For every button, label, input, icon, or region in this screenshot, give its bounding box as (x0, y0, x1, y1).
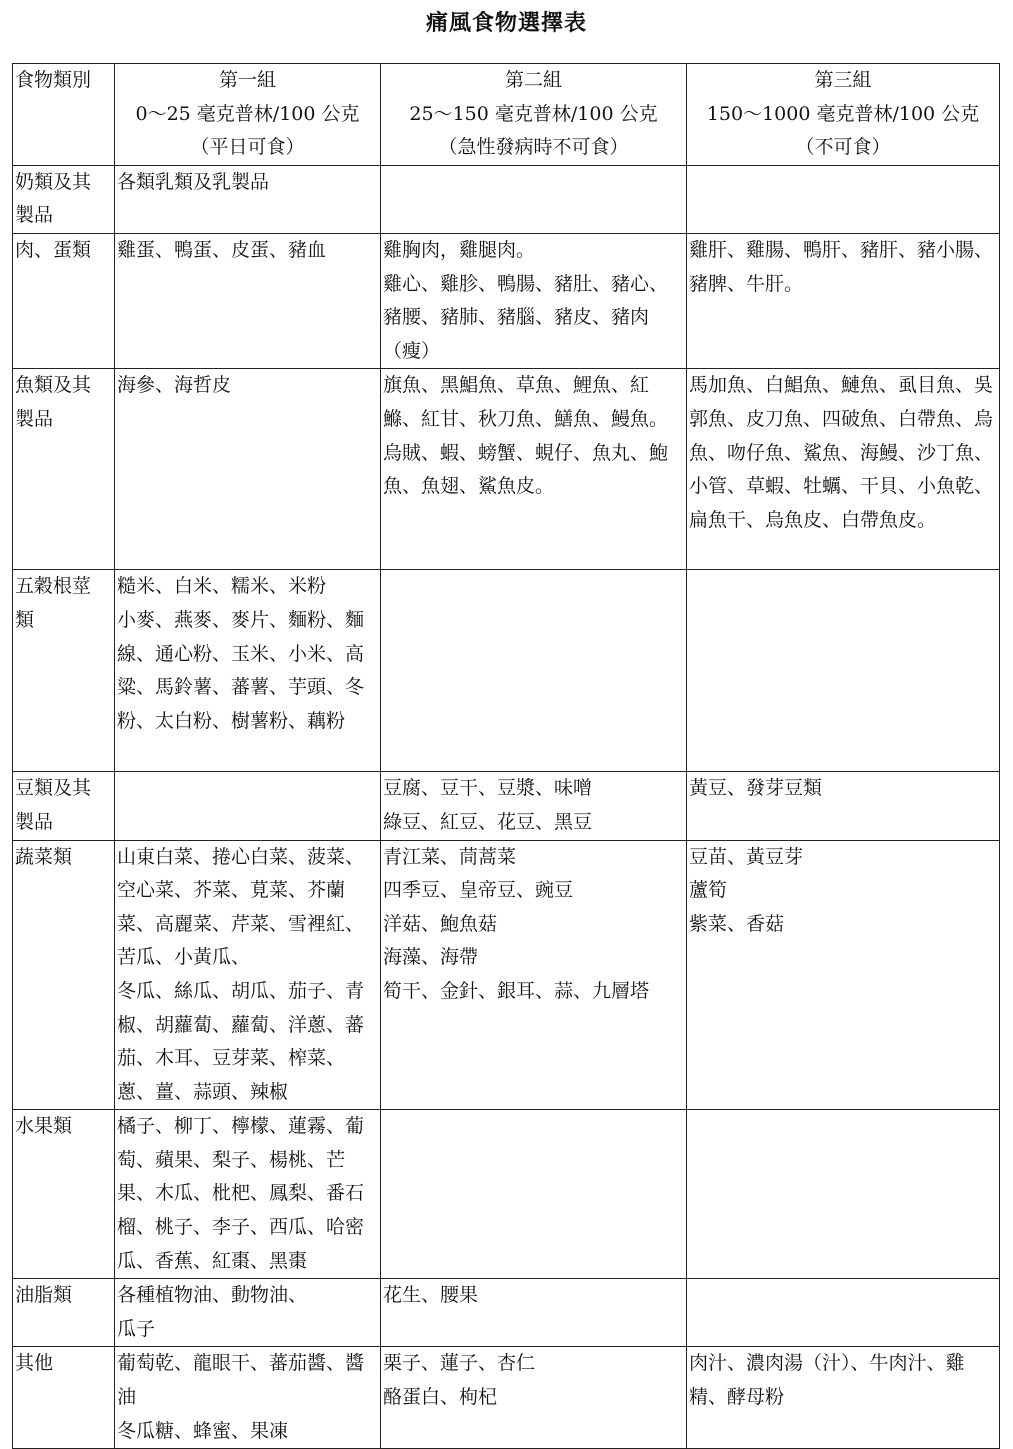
row-category: 豆類及其 製品 (13, 772, 115, 840)
group-3-cell (687, 165, 1000, 233)
table-row (13, 1110, 1000, 1279)
group-3-cell: 肉汁、濃肉湯（汁）、牛肉汁、雞精、酵母粉 (687, 1347, 1000, 1449)
row-category: 五穀根莖 類 (13, 570, 115, 772)
group-3-name: 第三組 (814, 69, 872, 91)
group-1-cell: 橘子、柳丁、檸檬、蓮霧、葡萄、蘋果、梨子、楊桃、芒果、木瓜、枇杷、鳳梨、番石榴、桃子、李子、西瓜、哈密瓜、香蕉、紅棗、黑棗 (115, 1110, 381, 1279)
group-3-cell (687, 570, 1000, 772)
group-3-note: （不可食） (795, 136, 891, 159)
group-3-range: 150～1000 毫克普林/100 公克 (706, 102, 980, 125)
group-3-cell: 雞肝、雞腸、鴨肝、豬肝、豬小腸、豬脾、牛肝。 (687, 233, 1000, 368)
table-row (13, 1347, 1000, 1449)
row-category: 奶類及其 製品 (13, 165, 115, 233)
group-2-range: 25～150 毫克普林/100 公克 (409, 102, 658, 125)
table-row (13, 772, 1000, 840)
table-row (13, 570, 1000, 772)
group-1-cell: 各種植物油、動物油、 瓜子 (115, 1279, 381, 1347)
header-row (13, 64, 1000, 166)
group-1-cell: 糙米、白米、糯米、米粉 小麥、燕麥、麥片、麵粉、麵線、通心粉、玉米、小米、高粱、馬鈴薯、蕃薯、芋頭、冬粉、太白粉、樹薯粉、藕粉 (115, 570, 381, 772)
group-1-cell: 海參、海哲皮 (115, 369, 381, 570)
group-1-cell (115, 772, 381, 840)
group-1-note: （平日可食） (190, 136, 305, 159)
table-row (13, 369, 1000, 570)
header-group-2 (381, 64, 687, 166)
group-2-cell: 栗子、蓮子、杏仁 酪蛋白、枸杞 (381, 1347, 687, 1449)
group-2-cell: 雞胸肉，雞腿肉。 雞心、雞胗、鴨腸、豬肚、豬心、豬腰、豬肺、豬腦、豬皮、豬肉（瘦） (381, 233, 687, 368)
group-2-cell: 旗魚、黑鯧魚、草魚、鯉魚、紅鰷、紅甘、秋刀魚、鱔魚、鰻魚。烏賊、蝦、螃蟹、蜆仔、魚丸、鮑魚、魚翅、鯊魚皮。 (381, 369, 687, 570)
header-group-3 (687, 64, 1000, 166)
group-1-name: 第一組 (218, 69, 276, 91)
group-1-cell: 葡萄乾、龍眼干、蕃茄醬、醬油 冬瓜糖、蜂蜜、果凍 (115, 1347, 381, 1449)
group-1-cell: 各類乳類及乳製品 (115, 165, 381, 233)
row-category: 魚類及其 製品 (13, 369, 115, 570)
header-category: 食物類別 (13, 64, 115, 166)
food-selection-table (12, 63, 1000, 1449)
group-2-cell: 花生、腰果 (381, 1279, 687, 1347)
group-1-cell: 雞蛋、鴨蛋、皮蛋、豬血 (115, 233, 381, 368)
row-category: 水果類 (13, 1110, 115, 1279)
page-title: 痛風食物選擇表 (425, 10, 587, 36)
group-2-cell (381, 165, 687, 233)
table-row (13, 1279, 1000, 1347)
group-1-range: 0～25 毫克普林/100 公克 (135, 102, 360, 125)
group-2-cell: 豆腐、豆干、豆漿、味噌 綠豆、紅豆、花豆、黑豆 (381, 772, 687, 840)
group-3-cell: 豆苗、黃豆芽 蘆筍 紫菜、香菇 (687, 840, 1000, 1110)
header-group-1 (115, 64, 381, 166)
row-category: 蔬菜類 (13, 840, 115, 1110)
group-3-cell (687, 1279, 1000, 1347)
group-2-name: 第二組 (504, 69, 562, 91)
group-2-cell (381, 570, 687, 772)
row-category: 其他 (13, 1347, 115, 1449)
table-row (13, 233, 1000, 368)
group-3-cell: 馬加魚、白鯧魚、鰱魚、虱目魚、吳郭魚、皮刀魚、四破魚、白帶魚、烏魚、吻仔魚、鯊魚、海鰻、沙丁魚、小管、草蝦、牡蠣、干貝、小魚乾、扁魚干、烏魚皮、白帶魚皮。 (687, 369, 1000, 570)
row-category: 油脂類 (13, 1279, 115, 1347)
group-1-cell: 山東白菜、捲心白菜、菠菜、空心菜、芥菜、莧菜、芥蘭菜、高麗菜、芹菜、雪裡紅、苦瓜、小黃瓜、 冬瓜、絲瓜、胡瓜、茄子、青椒、胡蘿蔔、蘿蔔、洋蔥、蕃茄、木耳、豆芽菜、榨菜、蔥、薑、蒜頭、辣椒 (115, 840, 381, 1110)
table-row (13, 840, 1000, 1110)
group-2-cell (381, 1110, 687, 1279)
group-3-cell: 黃豆、發芽豆類 (687, 772, 1000, 840)
row-category: 肉、蛋類 (13, 233, 115, 368)
group-2-note: （急性發病時不可食） (438, 136, 629, 159)
group-3-cell (687, 1110, 1000, 1279)
table-row (13, 165, 1000, 233)
group-2-cell: 青江菜、茼蒿菜 四季豆、皇帝豆、豌豆 洋菇、鮑魚菇 海藻、海帶 筍干、金針、銀耳、蒜、九層塔 (381, 840, 687, 1110)
